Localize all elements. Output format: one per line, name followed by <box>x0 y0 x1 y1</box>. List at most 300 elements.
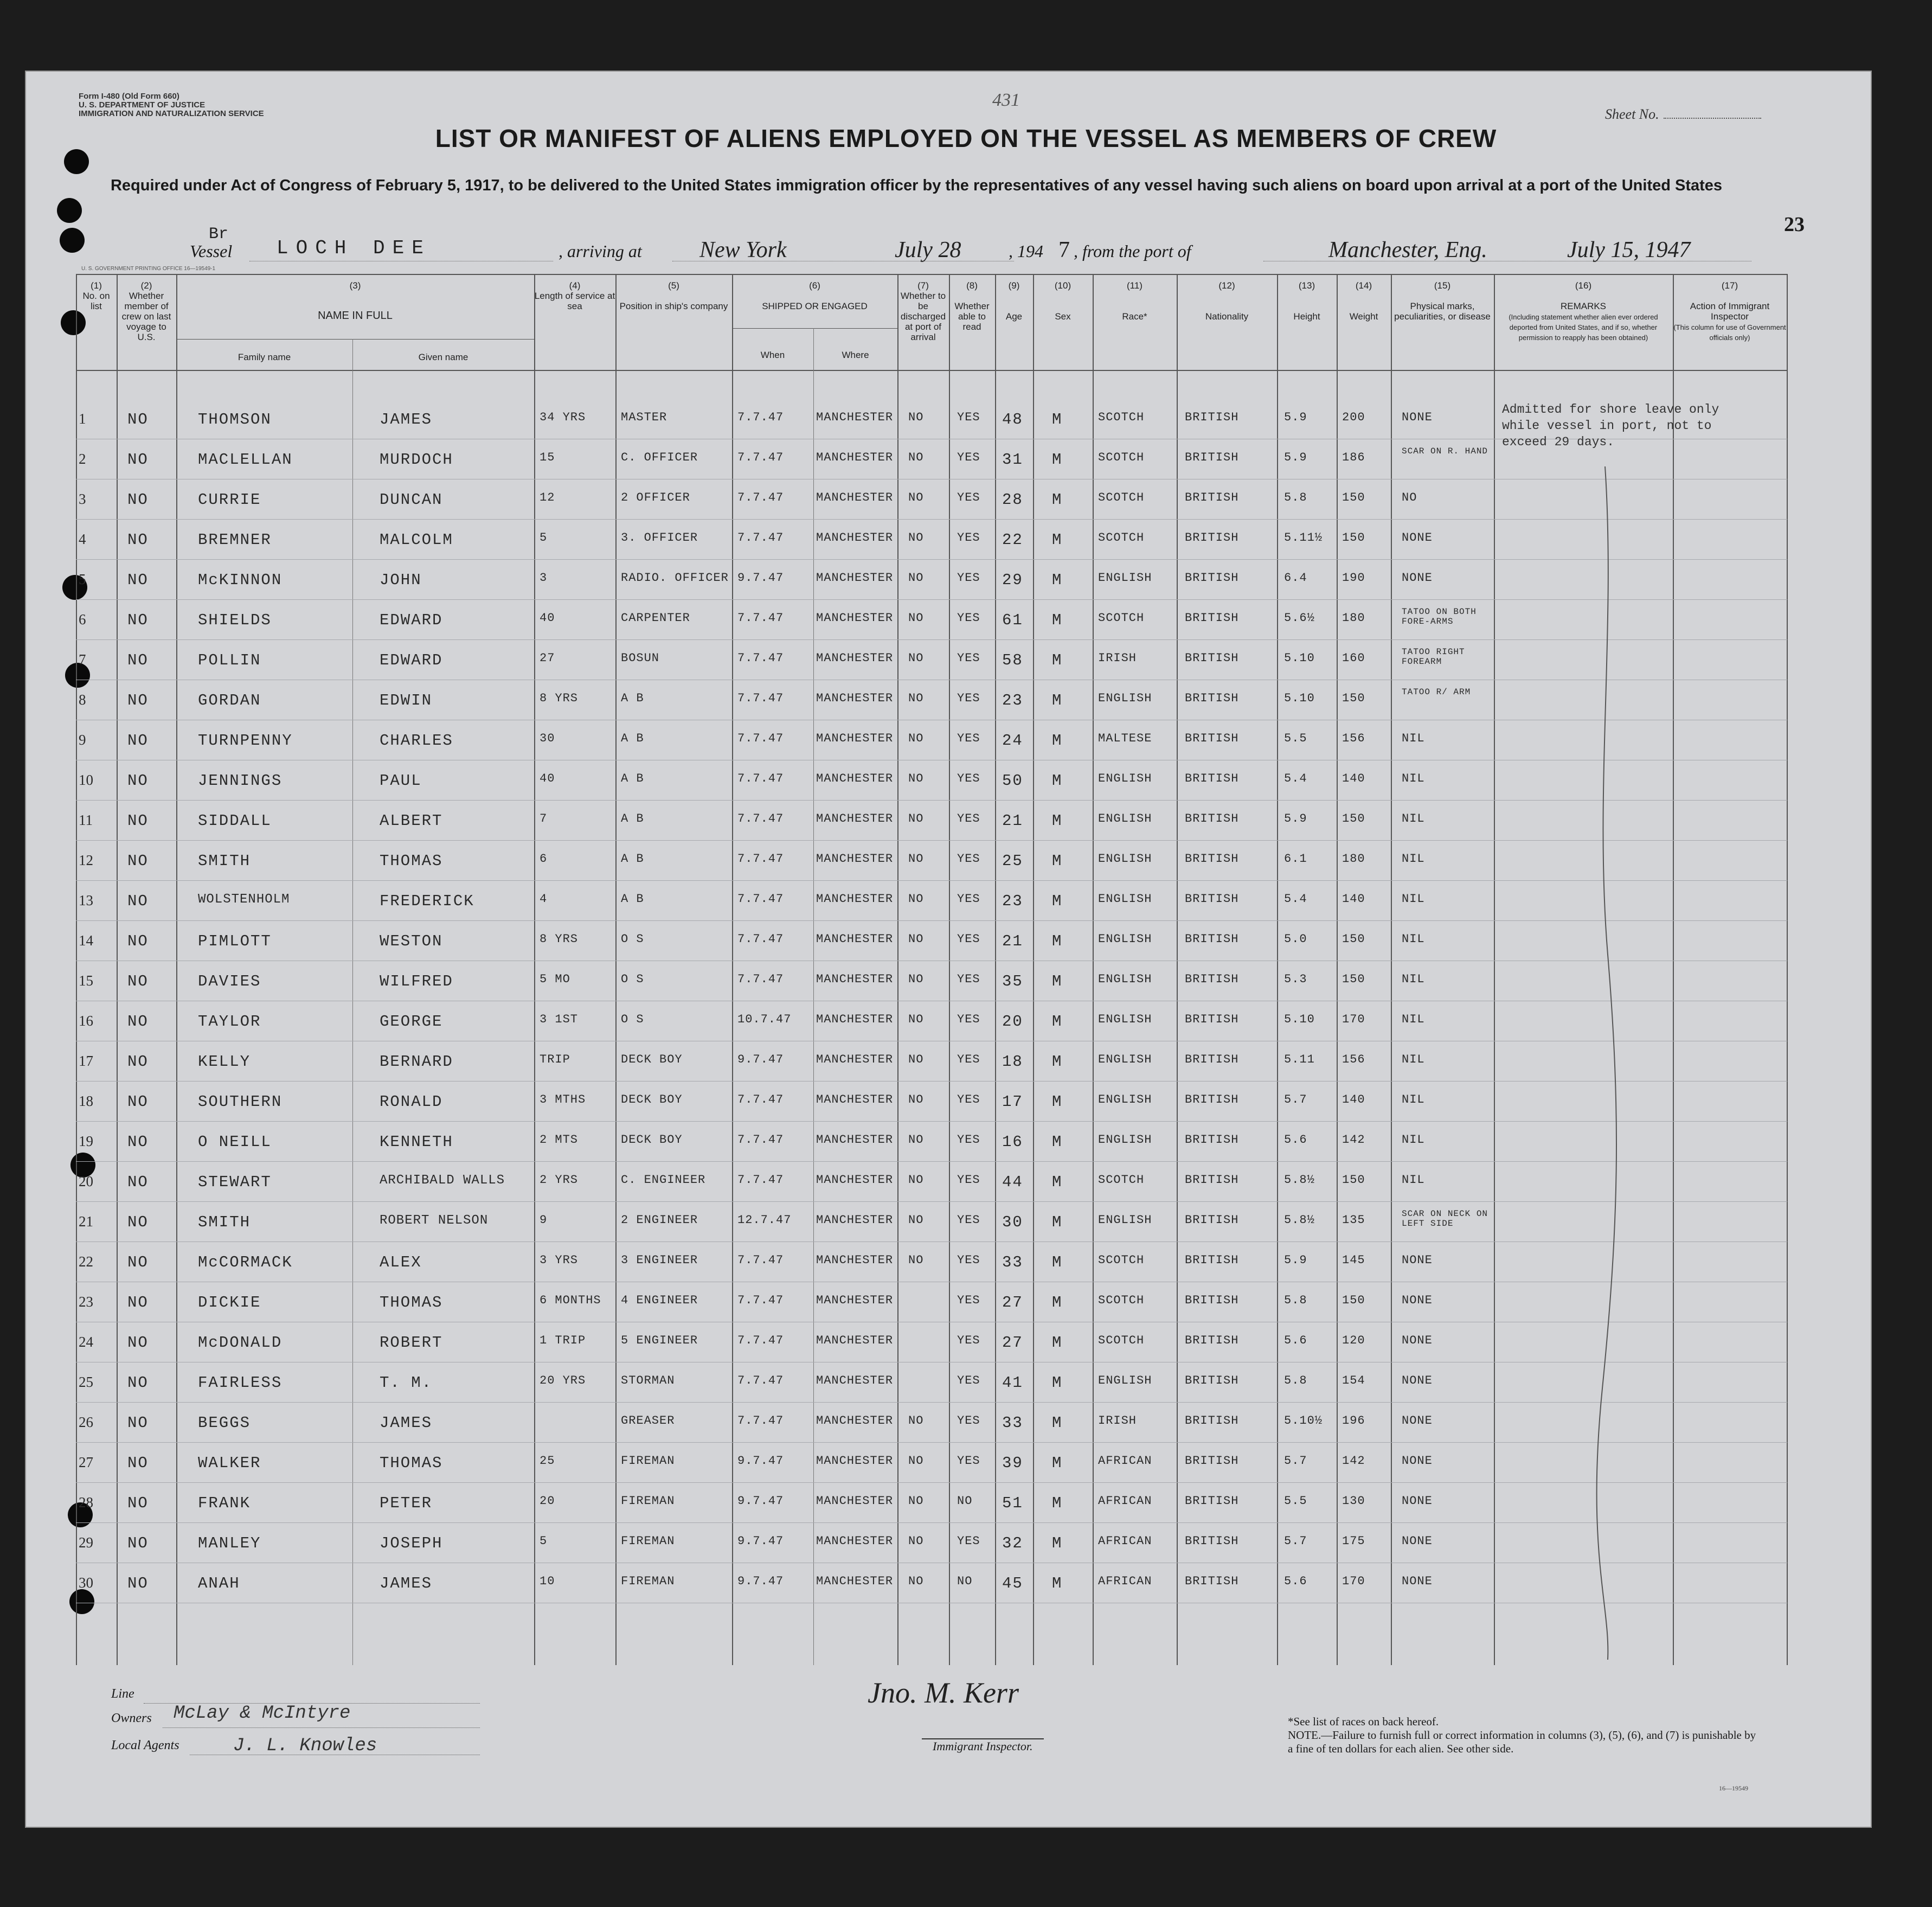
age: 45 <box>1002 1575 1023 1592</box>
discharged: NO <box>908 852 924 866</box>
shipped-when: 7.7.47 <box>737 772 784 785</box>
sex: M <box>1052 1133 1063 1151</box>
shipped-where: MANCHESTER <box>816 932 894 946</box>
sex: M <box>1052 1374 1063 1392</box>
physical-marks: NIL <box>1402 1013 1425 1026</box>
service-length: 3 1ST <box>540 1013 579 1026</box>
given-name: DUNCAN <box>380 491 443 509</box>
given-name: EDWARD <box>380 651 443 669</box>
table-row <box>76 1242 1787 1282</box>
age: 41 <box>1002 1374 1023 1392</box>
discharged: NO <box>908 692 924 705</box>
col-1-num: (1) <box>91 280 102 291</box>
physical-marks: NIL <box>1402 1053 1425 1066</box>
nationality: BRITISH <box>1185 651 1239 665</box>
physical-marks: TATOO ON BOTH FORE-ARMS <box>1402 607 1477 626</box>
departure-port: Manchester, Eng. <box>1328 238 1487 263</box>
given-name: PAUL <box>380 772 422 790</box>
col-4-num: (4) <box>569 280 581 291</box>
sex: M <box>1052 772 1063 790</box>
vessel-name: LOCH DEE <box>277 237 431 259</box>
position: GREASER <box>621 1414 675 1428</box>
position: 3. OFFICER <box>621 531 698 545</box>
height: 5.8 <box>1284 1294 1307 1307</box>
age: 23 <box>1002 892 1023 910</box>
service-length: 2 MTS <box>540 1133 579 1147</box>
discharged: NO <box>908 451 924 464</box>
weight: 150 <box>1342 531 1365 545</box>
family-name: WOLSTENHOLM <box>198 892 290 907</box>
weight: 145 <box>1342 1253 1365 1267</box>
height: 5.4 <box>1284 772 1307 785</box>
form-identifier <box>79 92 264 118</box>
sex: M <box>1052 1414 1063 1432</box>
discharged: NO <box>908 531 924 545</box>
sex: M <box>1052 1093 1063 1111</box>
shipped-where: MANCHESTER <box>816 1575 894 1588</box>
physical-marks: NONE <box>1402 1253 1433 1267</box>
vessel-prefix: Br <box>209 225 229 244</box>
position: 5 ENGINEER <box>621 1334 698 1347</box>
physical-marks: NONE <box>1402 1575 1433 1588</box>
physical-marks: SCAR ON NECK ON LEFT SIDE <box>1402 1209 1488 1228</box>
race: ENGLISH <box>1098 571 1152 585</box>
physical-marks: NIL <box>1402 1173 1425 1187</box>
col-4-label: Length of service at sea <box>534 291 615 311</box>
sheet-number-label: Sheet No. <box>1605 106 1761 123</box>
age: 30 <box>1002 1213 1023 1231</box>
table-row <box>76 519 1787 560</box>
race: ENGLISH <box>1098 1374 1152 1387</box>
able-to-read: YES <box>957 692 980 705</box>
sex: M <box>1052 812 1063 830</box>
service-length: 7 <box>540 812 548 825</box>
row-number: 17 <box>79 1053 93 1069</box>
table-row <box>76 1563 1787 1603</box>
col-2-num: (2) <box>140 280 152 291</box>
table-row <box>76 1041 1787 1082</box>
serial-number: 431 <box>992 90 1020 110</box>
prev-voyage: NO <box>127 651 149 669</box>
age: 51 <box>1002 1494 1023 1512</box>
position: 4 ENGINEER <box>621 1294 698 1307</box>
race: SCOTCH <box>1098 451 1145 464</box>
nationality: BRITISH <box>1185 1454 1239 1468</box>
sex: M <box>1052 411 1063 428</box>
given-name: BERNARD <box>380 1053 453 1071</box>
physical-marks: SCAR ON R. HAND <box>1402 446 1488 456</box>
race: MALTESE <box>1098 732 1152 745</box>
position: 2 OFFICER <box>621 491 690 504</box>
shipped-when: 9.7.47 <box>737 1494 784 1508</box>
family-name: McDONALD <box>198 1334 283 1352</box>
height: 5.10 <box>1284 651 1315 665</box>
col-6-where: Where <box>842 350 869 360</box>
able-to-read: YES <box>957 772 980 785</box>
family-name: SIDDALL <box>198 812 272 830</box>
shipped-when: 9.7.47 <box>737 1575 784 1588</box>
shipped-where: MANCHESTER <box>816 692 894 705</box>
nationality: BRITISH <box>1185 1213 1239 1227</box>
family-name: STEWART <box>198 1173 272 1191</box>
prev-voyage: NO <box>127 772 149 790</box>
able-to-read: YES <box>957 531 980 545</box>
given-name: CHARLES <box>380 732 453 750</box>
shipped-where: MANCHESTER <box>816 732 894 745</box>
col-15-num: (15) <box>1434 280 1451 291</box>
row-number: 30 <box>79 1575 93 1591</box>
weight: 140 <box>1342 892 1365 906</box>
physical-marks: NIL <box>1402 812 1425 825</box>
height: 5.8 <box>1284 491 1307 504</box>
prev-voyage: NO <box>127 852 149 870</box>
family-name: SHIELDS <box>198 611 272 629</box>
shipped-when: 7.7.47 <box>737 692 784 705</box>
position: STORMAN <box>621 1374 675 1387</box>
given-name: RONALD <box>380 1093 443 1111</box>
height: 5.8½ <box>1284 1173 1315 1187</box>
height: 5.8 <box>1284 1374 1307 1387</box>
weight: 150 <box>1342 932 1365 946</box>
prev-voyage: NO <box>127 1374 149 1392</box>
shipped-where: MANCHESTER <box>816 1053 894 1066</box>
physical-marks: NONE <box>1402 1334 1433 1347</box>
row-number: 9 <box>79 732 86 748</box>
position: O S <box>621 932 644 946</box>
physical-marks: NONE <box>1402 571 1433 585</box>
family-name: BREMNER <box>198 531 272 549</box>
age: 39 <box>1002 1454 1023 1472</box>
col-17-num: (17) <box>1721 280 1738 291</box>
col-3-num: (3) <box>349 280 361 291</box>
race: ENGLISH <box>1098 1013 1152 1026</box>
penalty-note: NOTE.—Failure to furnish full or correct information in columns (3), (5), (6), and (7) is punishable by a fine of ten dollars for each alien. See other side. <box>1288 1729 1756 1755</box>
year-digit: 7 <box>1058 238 1070 263</box>
able-to-read: YES <box>957 451 980 464</box>
nationality: BRITISH <box>1185 812 1239 825</box>
col-13-num: (13) <box>1298 280 1315 291</box>
position: BOSUN <box>621 651 660 665</box>
discharged: NO <box>908 1133 924 1147</box>
col-10-num: (10) <box>1054 280 1071 291</box>
position: C. OFFICER <box>621 451 698 464</box>
race: SCOTCH <box>1098 1334 1145 1347</box>
discharged: NO <box>908 1013 924 1026</box>
race: SCOTCH <box>1098 491 1145 504</box>
table-row <box>76 961 1787 1001</box>
sex: M <box>1052 1575 1063 1592</box>
service-length: 5 MO <box>540 972 570 986</box>
sex: M <box>1052 1454 1063 1472</box>
able-to-read: YES <box>957 1294 980 1307</box>
shipped-where: MANCHESTER <box>816 411 894 424</box>
table-row <box>76 1161 1787 1202</box>
prev-voyage: NO <box>127 1093 149 1111</box>
shipped-when: 12.7.47 <box>737 1213 792 1227</box>
weight: 160 <box>1342 651 1365 665</box>
col-14-num: (14) <box>1355 280 1372 291</box>
weight: 170 <box>1342 1013 1365 1026</box>
weight: 142 <box>1342 1133 1365 1147</box>
nationality: BRITISH <box>1185 892 1239 906</box>
shipped-when: 7.7.47 <box>737 651 784 665</box>
shipped-where: MANCHESTER <box>816 1454 894 1468</box>
discharged: NO <box>908 932 924 946</box>
prev-voyage: NO <box>127 692 149 709</box>
discharged: NO <box>908 571 924 585</box>
col-7-label: Whether to be discharged at port of arrival <box>900 291 946 342</box>
departure-date: July 15, 1947 <box>1567 238 1691 263</box>
discharged: NO <box>908 1494 924 1508</box>
physical-marks: NIL <box>1402 1093 1425 1106</box>
given-name: KENNETH <box>380 1133 453 1151</box>
given-name: MURDOCH <box>380 451 453 469</box>
physical-marks: NONE <box>1402 1414 1433 1428</box>
given-name: THOMAS <box>380 852 443 870</box>
weight: 156 <box>1342 732 1365 745</box>
physical-marks: NIL <box>1402 1133 1425 1147</box>
binder-hole <box>57 198 82 223</box>
shipped-when: 7.7.47 <box>737 531 784 545</box>
shipped-where: MANCHESTER <box>816 892 894 906</box>
shipped-when: 7.7.47 <box>737 411 784 424</box>
physical-marks: NIL <box>1402 972 1425 986</box>
prev-voyage: NO <box>127 491 149 509</box>
vessel-line <box>179 225 1762 263</box>
family-name: MANLEY <box>198 1534 261 1552</box>
shipped-when: 7.7.47 <box>737 1294 784 1307</box>
row-number: 2 <box>79 451 86 467</box>
weight: 130 <box>1342 1494 1365 1508</box>
nationality: BRITISH <box>1185 1133 1239 1147</box>
table-row <box>76 880 1787 921</box>
col-6-num: (6) <box>809 280 820 291</box>
prev-voyage: NO <box>127 1053 149 1071</box>
shipped-where: MANCHESTER <box>816 812 894 825</box>
nationality: BRITISH <box>1185 451 1239 464</box>
service-length: 2 YRS <box>540 1173 579 1187</box>
able-to-read: YES <box>957 932 980 946</box>
sex: M <box>1052 531 1063 549</box>
age: 21 <box>1002 932 1023 950</box>
col-3-label: NAME IN FULL <box>318 310 393 322</box>
service-length: 4 <box>540 892 548 906</box>
shipped-when: 9.7.47 <box>737 571 784 585</box>
prev-voyage: NO <box>127 1294 149 1311</box>
race: AFRICAN <box>1098 1494 1152 1508</box>
shipped-when: 7.7.47 <box>737 1133 784 1147</box>
row-number: 15 <box>79 972 93 989</box>
row-number: 26 <box>79 1414 93 1430</box>
height: 5.10½ <box>1284 1414 1323 1428</box>
position: O S <box>621 972 644 986</box>
table-row <box>76 1001 1787 1041</box>
row-number: 3 <box>79 491 86 507</box>
sex: M <box>1052 892 1063 910</box>
physical-marks: NONE <box>1402 1494 1433 1508</box>
nationality: BRITISH <box>1185 1013 1239 1026</box>
prev-voyage: NO <box>127 932 149 950</box>
weight: 175 <box>1342 1534 1365 1548</box>
col-1-label: No. on list <box>82 291 110 311</box>
height: 5.9 <box>1284 1253 1307 1267</box>
col-16-note: (Including statement whether alien ever ordered deported from United States, and if so, whether permission to reapply has been obtained) <box>1509 313 1658 342</box>
able-to-read: YES <box>957 1173 980 1187</box>
able-to-read: YES <box>957 892 980 906</box>
sex: M <box>1052 972 1063 990</box>
height: 5.5 <box>1284 732 1307 745</box>
prev-voyage: NO <box>127 812 149 830</box>
race: AFRICAN <box>1098 1534 1152 1548</box>
able-to-read: YES <box>957 651 980 665</box>
race: SCOTCH <box>1098 1173 1145 1187</box>
local-agents-label: Local Agents <box>111 1738 179 1752</box>
position: O S <box>621 1013 644 1026</box>
sex: M <box>1052 571 1063 589</box>
able-to-read: YES <box>957 1093 980 1106</box>
form-number: Form I-480 (Old Form 660) <box>79 92 179 101</box>
weight: 180 <box>1342 611 1365 625</box>
shipped-when: 7.7.47 <box>737 1414 784 1428</box>
given-name: ARCHIBALD WALLS <box>380 1173 505 1188</box>
physical-marks: NIL <box>1402 732 1425 745</box>
weight: 140 <box>1342 772 1365 785</box>
position: DECK BOY <box>621 1053 683 1066</box>
family-name: SMITH <box>198 1213 251 1231</box>
row-number: 5 <box>79 571 86 587</box>
prev-voyage: NO <box>127 1494 149 1512</box>
sex: M <box>1052 1173 1063 1191</box>
remark-note: Admitted for shore leave only while vessel in port, not to exceed 29 days. <box>1502 402 1719 449</box>
family-name: SOUTHERN <box>198 1093 283 1111</box>
family-name: FRANK <box>198 1494 251 1512</box>
col-16-label: REMARKS <box>1560 301 1607 311</box>
col-8-label: Whether able to read <box>954 301 990 332</box>
row-number: 28 <box>79 1494 93 1511</box>
nationality: BRITISH <box>1185 972 1239 986</box>
prev-voyage: NO <box>127 451 149 469</box>
physical-marks: NONE <box>1402 531 1433 545</box>
age: 61 <box>1002 611 1023 629</box>
sex: M <box>1052 732 1063 750</box>
discharged: NO <box>908 651 924 665</box>
age: 27 <box>1002 1294 1023 1311</box>
sex: M <box>1052 852 1063 870</box>
age: 18 <box>1002 1053 1023 1071</box>
page-subtitle: Required under Act of Congress of February 5, 1917, to be delivered to the United States immigration officer by the representatives of any vessel having such aliens on board upon arrival at a port of the United States <box>110 177 1723 194</box>
position: FIREMAN <box>621 1494 675 1508</box>
col-17-label: Action of Immigrant Inspector <box>1690 301 1770 322</box>
service-length: 40 <box>540 772 555 785</box>
position: CARPENTER <box>621 611 690 625</box>
nationality: BRITISH <box>1185 772 1239 785</box>
age: 33 <box>1002 1414 1023 1432</box>
page-number: 23 <box>1784 213 1805 236</box>
year-label: , 194 <box>1009 241 1043 261</box>
service-length: 3 <box>540 571 548 585</box>
height: 5.11½ <box>1284 531 1323 545</box>
table-row <box>76 800 1787 841</box>
physical-marks: NONE <box>1402 1374 1433 1387</box>
given-name: EDWIN <box>380 692 433 709</box>
row-number: 16 <box>79 1013 93 1029</box>
row-number: 25 <box>79 1374 93 1390</box>
shipped-where: MANCHESTER <box>816 852 894 866</box>
able-to-read: YES <box>957 1253 980 1267</box>
service-length: 1 TRIP <box>540 1334 586 1347</box>
family-name: ANAH <box>198 1575 240 1592</box>
shipped-when: 7.7.47 <box>737 1374 784 1387</box>
col-12-num: (12) <box>1218 280 1235 291</box>
shipped-when: 7.7.47 <box>737 852 784 866</box>
able-to-read: YES <box>957 972 980 986</box>
nationality: BRITISH <box>1185 1294 1239 1307</box>
height: 5.0 <box>1284 932 1307 946</box>
discharged: NO <box>908 1213 924 1227</box>
service-length: 34 YRS <box>540 411 586 424</box>
footer-note <box>1288 1715 1760 1756</box>
shipped-when: 7.7.47 <box>737 892 784 906</box>
discharged: NO <box>908 1454 924 1468</box>
age: 33 <box>1002 1253 1023 1271</box>
sex: M <box>1052 651 1063 669</box>
table-row <box>76 680 1787 720</box>
able-to-read: YES <box>957 1133 980 1147</box>
able-to-read: YES <box>957 1013 980 1026</box>
row-number: 23 <box>79 1294 93 1310</box>
prev-voyage: NO <box>127 1334 149 1352</box>
sex: M <box>1052 1534 1063 1552</box>
nationality: BRITISH <box>1185 1173 1239 1187</box>
sex: M <box>1052 1253 1063 1271</box>
page-title: LIST OR MANIFEST OF ALIENS EMPLOYED ON THE VESSEL AS MEMBERS OF CREW <box>435 124 1497 152</box>
row-number: 13 <box>79 892 93 908</box>
family-name: THOMSON <box>198 411 272 428</box>
given-name: JOHN <box>380 571 422 589</box>
prev-voyage: NO <box>127 1454 149 1472</box>
service-length: 8 YRS <box>540 692 579 705</box>
arrival-date: July 28 <box>895 238 961 263</box>
family-name: TAYLOR <box>198 1013 261 1031</box>
height: 5.7 <box>1284 1454 1307 1468</box>
shipped-when: 7.7.47 <box>737 812 784 825</box>
row-number: 10 <box>79 772 93 788</box>
given-name: JAMES <box>380 1575 433 1592</box>
arriving-label: , arriving at <box>559 241 642 261</box>
able-to-read: NO <box>957 1494 973 1508</box>
service-length: 6 MONTHS <box>540 1294 601 1307</box>
form-code: 16—19549 <box>1719 1784 1748 1792</box>
race: ENGLISH <box>1098 692 1152 705</box>
row-number: 18 <box>79 1093 93 1109</box>
shipped-where: MANCHESTER <box>816 1494 894 1508</box>
able-to-read: YES <box>957 571 980 585</box>
race: ENGLISH <box>1098 1213 1152 1227</box>
nationality: BRITISH <box>1185 1053 1239 1066</box>
able-to-read: YES <box>957 1454 980 1468</box>
shipped-where: MANCHESTER <box>816 1374 894 1387</box>
able-to-read: NO <box>957 1575 973 1588</box>
nationality: BRITISH <box>1185 1093 1239 1106</box>
physical-marks: NONE <box>1402 1454 1433 1468</box>
family-name: JENNINGS <box>198 772 283 790</box>
weight: 135 <box>1342 1213 1365 1227</box>
age: 48 <box>1002 411 1023 428</box>
race: IRISH <box>1098 1414 1137 1428</box>
able-to-read: YES <box>957 732 980 745</box>
age: 31 <box>1002 451 1023 469</box>
race: ENGLISH <box>1098 1093 1152 1106</box>
